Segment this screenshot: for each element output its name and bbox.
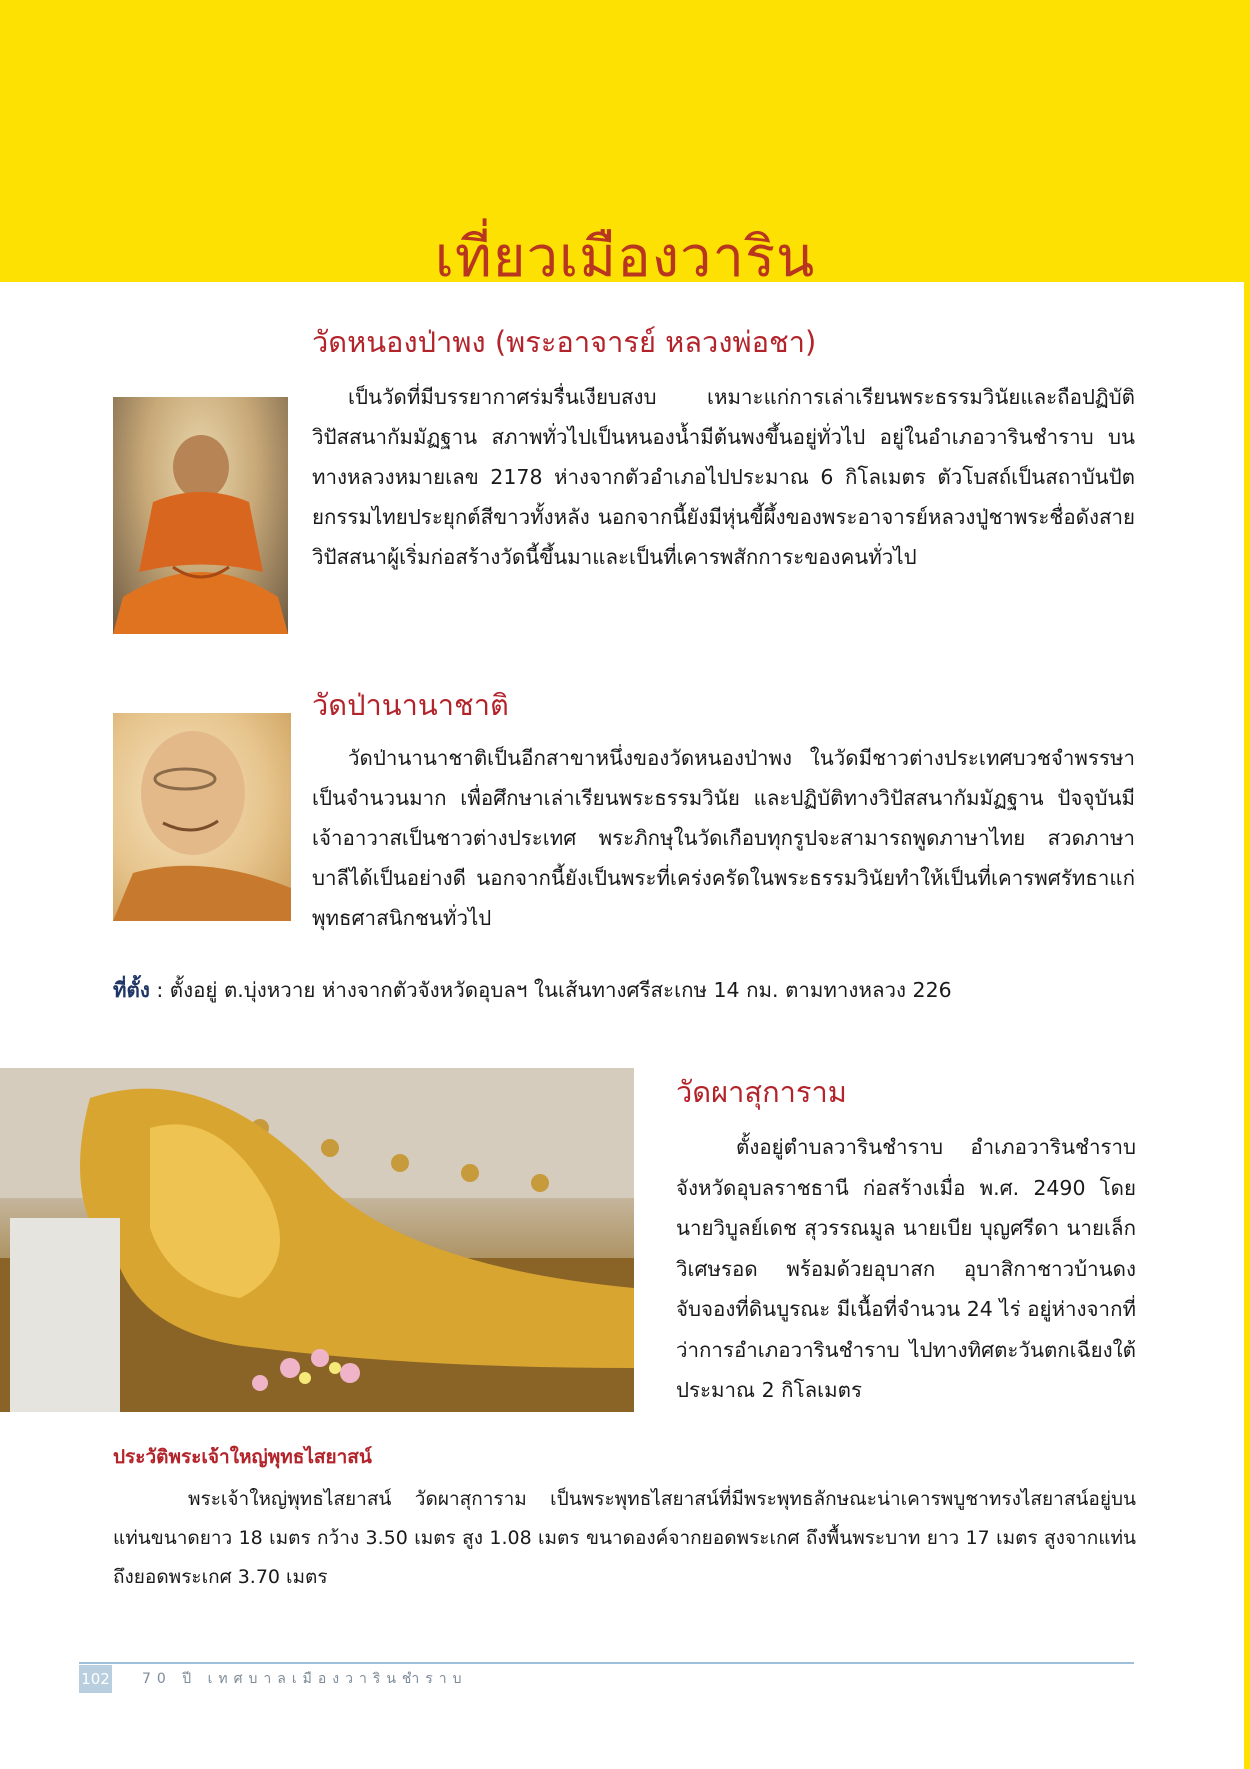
- photo-reclining-buddha: [0, 1068, 634, 1412]
- page-title: เที่ยวเมืองวาริน: [434, 224, 816, 290]
- history-title: ประวัติพระเจ้าใหญ่พุทธไสยาสน์: [113, 1446, 372, 1468]
- section-title-papananachat: วัดป่านานาชาติ: [312, 688, 509, 722]
- section2-body: วัดป่านานาชาติเป็นอีกสาขาหนึ่งของวัดหนองป่าพง ในวัดมีชาวต่างประเทศบวชจำพรรษาเป็นจำนวนมาก เพื่อศึกษาเล่าเรียนพระธรรมวินัย และปฏิบัติทางวิปัสสนากัมมัฏฐาน ปัจจุบันมีเจ้าอาวาสเป็นชาวต่างประเทศ พระภิกษุในวัดเกือบทุกรูปจะสามารถพูดภาษาไทย สวดภาษาบาลีได้เป็นอย่างดี นอกจากนี้ยังเป็นพระที่เคร่งครัดในพระธรรมวินัยทำให้เป็นที่เคารพศรัทธาแก่พุทธศาสนิกชนทั่วไป: [312, 746, 1135, 930]
- section1-body: เป็นวัดที่มีบรรยากาศร่มรื่นเงียบสงบ เหมาะแก่การเล่าเรียนพระธรรมวินัยและถือปฏิบัติวิปัสสนากัมมัฏฐาน สภาพทั่วไปเป็นหนองน้ำมีต้นพงขึ้นอยู่ทั่วไป อยู่ในอำเภอวารินชำราบ บนทางหลวงหมายเลข 2178 ห่างจากตัวอำเภอไปประมาณ 6 กิโลเมตร ตัวโบสถ์เป็นสถาบันปัตยกรรมไทยประยุกต์สีขาวทั้งหลัง นอกจากนี้ยังมีหุ่นขี้ผึ้งของพระอาจารย์หลวงปู่ชาพระชื่อดังสายวิปัสสนาผู้เริ่มก่อสร้างวัดนี้ขึ้นมาและเป็นที่เคารพสักการะของคนทั่วไป: [312, 385, 1135, 569]
- photo-monk-smiling: [113, 713, 291, 921]
- photo-monk-ajahn-chah: [113, 397, 288, 634]
- page-number: 102: [79, 1665, 112, 1693]
- reclining-buddha-illustration: [0, 1068, 634, 1412]
- section3-body: ตั้งอยู่ตำบลวารินชำราบ อำเภอวารินชำราบ จังหวัดอุบลราชธานี ก่อสร้างเมื่อ พ.ศ. 2490 โดย นายวิบูลย์เดช สุวรรณมูล นายเบีย บุญศรีดา นายเล็ก วิเศษรอด พร้อมด้วยอุบาสก อุบาสิกาชาวบ้านดง จับจองที่ดินบูรณะ มีเนื้อที่จำนวน 24 ไร่ อยู่ห่างจากที่ว่าการอำเภอวารินชำราบ ไปทางทิศตะวันตกเฉียงใต้ ประมาณ 2 กิโลเมตร: [676, 1135, 1136, 1402]
- location-label: ที่ตั้ง: [113, 978, 150, 1002]
- footer-divider: [79, 1662, 1134, 1664]
- location-line: [113, 970, 952, 1010]
- footer-publication-title: 70 ปี เทศบาลเมืองวารินชำราบ: [142, 1671, 468, 1687]
- monk-seated-illustration: [113, 397, 288, 634]
- monk-portrait-illustration: [113, 713, 291, 921]
- section-title-nongpapong: วัดหนองป่าพง (พระอาจารย์ หลวงพ่อชา): [312, 325, 817, 359]
- history-body: พระเจ้าใหญ่พุทธไสยาสน์ วัดผาสุการาม เป็นพระพุทธไสยาสน์ที่มีพระพุทธลักษณะน่าเคารพบูชาทรงไสยาสน์อยู่บนแท่นขนาดยาว 18 เมตร กว้าง 3.50 เมตร สูง 1.08 เมตร ขนาดองค์จากยอดพระเกศ ถึงพื้นพระบาท ยาว 17 เมตร สูงจากแท่นถึงยอดพระเกศ 3.70 เมตร: [113, 1488, 1136, 1588]
- section-title-phasukaram: วัดผาสุการาม: [676, 1075, 847, 1109]
- location-text: : ตั้งอยู่ ต.บุ่งหวาย ห่างจากตัวจังหวัดอุบลฯ ในเส้นทางศรีสะเกษ 14 กม. ตามทางหลวง 226: [149, 978, 952, 1002]
